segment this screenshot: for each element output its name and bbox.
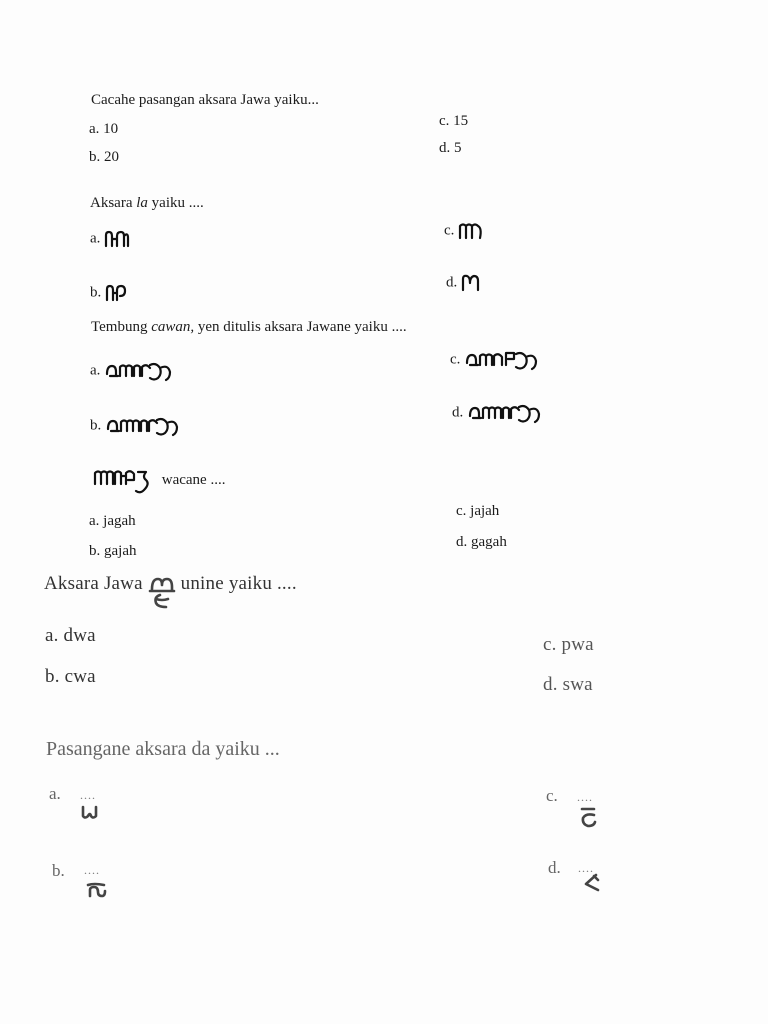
javanese-glyph-icon — [104, 230, 130, 248]
question-3-prompt-post: yen ditulis aksara Jawane yaiku .... — [194, 319, 407, 335]
question-6-option-b — [52, 861, 65, 881]
question-5-prompt-pre: Aksara Jawa — [44, 573, 148, 594]
javanese-glyph-icon — [458, 222, 484, 240]
question-1-option-c: c. 15 — [439, 113, 469, 129]
question-2-prompt-pre: Aksara — [90, 195, 137, 211]
question-6-option-c — [546, 786, 558, 806]
question-3-option-a — [90, 360, 174, 382]
question-5-prompt — [44, 573, 297, 611]
question-4-prompt-text: wacane .... — [161, 472, 226, 489]
question-1-option-b: b. 20 — [89, 149, 119, 165]
question-2-prompt-post: yaiku .... — [147, 195, 204, 211]
javanese-word-icon — [467, 402, 553, 424]
question-4-prompt — [92, 466, 225, 496]
question-4-option-b: b. gajah — [89, 543, 137, 559]
question-3-option-c — [450, 349, 544, 371]
question-4-option-c: c. jajah — [456, 503, 500, 519]
question-1-option-d: d. 5 — [439, 140, 462, 156]
option-c-dots: .... — [577, 790, 593, 804]
option-d-label: d. — [452, 404, 464, 421]
question-3-prompt-pre: Tembung — [91, 319, 152, 335]
question-2-option-d — [446, 274, 481, 292]
question-2-prompt — [90, 195, 204, 212]
option-c-label: c. — [450, 351, 461, 368]
question-4-option-d: d. gagah — [456, 534, 507, 550]
option-d-dots: .... — [578, 861, 594, 875]
option-a-label: a. — [49, 784, 61, 803]
question-2-option-c — [444, 222, 484, 240]
option-c-label: c. — [546, 786, 558, 805]
option-b-label: b. — [90, 417, 102, 434]
option-a-label: a. — [90, 362, 101, 379]
javanese-word-icon — [92, 466, 154, 496]
option-a-dots: .... — [80, 788, 96, 802]
javanese-glyph-icon — [461, 274, 481, 292]
question-5-option-b: b. cwa — [45, 666, 96, 687]
option-d-label: d. — [446, 274, 458, 291]
question-1-option-a: a. 10 — [89, 121, 119, 137]
pasangan-glyph-c-icon — [578, 806, 600, 828]
question-6-option-d — [548, 858, 561, 878]
option-b-label: b. — [52, 861, 65, 880]
question-3-prompt — [91, 319, 407, 336]
question-2-option-a — [90, 230, 130, 248]
option-c-label: c. — [444, 222, 455, 239]
question-1-prompt: Cacahe pasangan aksara Jawa yaiku... — [91, 92, 319, 108]
option-a-label: a. — [90, 230, 101, 247]
option-b-dots: .... — [84, 863, 100, 877]
question-2-prompt-italic: la — [136, 195, 148, 211]
question-5-option-c: c. pwa — [543, 634, 594, 655]
question-3-option-d — [452, 402, 553, 424]
question-4-option-a: a. jagah — [89, 513, 136, 529]
question-5-option-a: a. dwa — [45, 625, 96, 646]
javanese-word-icon — [464, 349, 544, 371]
javanese-word-icon — [105, 415, 191, 437]
question-2-option-b — [90, 284, 127, 302]
option-b-label: b. — [90, 284, 102, 301]
question-5-prompt-post: unine yaiku .... — [175, 573, 297, 594]
pasangan-glyph-a-icon — [80, 804, 102, 820]
question-5-option-d: d. swa — [543, 674, 593, 695]
option-d-label: d. — [548, 858, 561, 877]
question-3-prompt-italic: cawan, — [151, 319, 195, 335]
question-3-option-b — [90, 415, 191, 437]
question-6-prompt: Pasangane aksara da yaiku ... — [46, 738, 280, 760]
pasangan-glyph-d-icon — [580, 872, 602, 894]
javanese-dwa-icon — [148, 573, 176, 611]
pasangan-glyph-b-icon — [86, 880, 108, 898]
javanese-word-icon — [104, 360, 174, 382]
question-6-option-a — [49, 784, 61, 804]
javanese-glyph-icon — [105, 284, 127, 302]
